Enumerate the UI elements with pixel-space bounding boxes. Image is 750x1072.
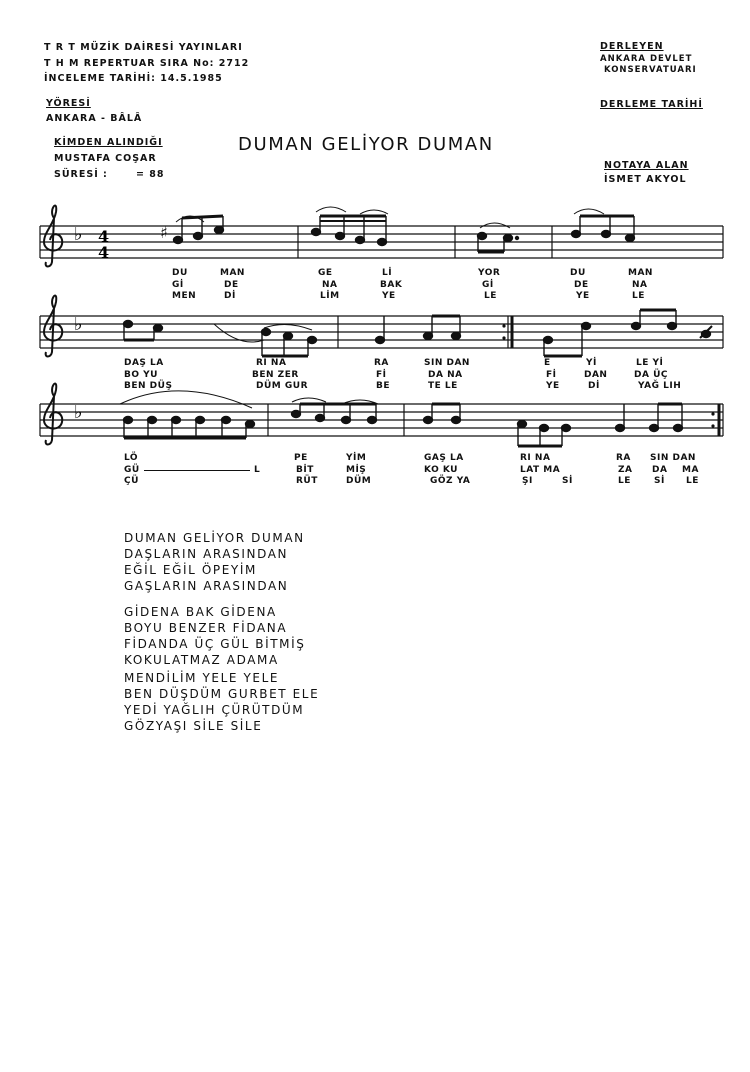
region-value: ANKARA - BÂLÂ xyxy=(46,113,143,124)
review-date: İNCELEME TARİHİ: 14.5.1985 xyxy=(44,73,223,84)
treble-clef-icon xyxy=(44,384,62,445)
poem-line: DAŞLARIN ARASINDAN xyxy=(124,547,289,561)
poem-line: GİDENA BAK GİDENA xyxy=(124,605,277,619)
notes-system-3 xyxy=(120,391,683,446)
time-sig-bottom: 4 xyxy=(98,243,110,262)
poem-line: YEDİ YAĞLIH ÇÜRÜTDÜM xyxy=(124,703,305,717)
poem-line: FİDANDA ÜÇ GÜL BİTMİŞ xyxy=(124,637,306,651)
poem-line: MENDİLİM YELE YELE xyxy=(124,671,280,685)
region-label: YÖRESİ xyxy=(46,98,91,109)
poem-line: KOKULATMAZ ADAMA xyxy=(124,653,279,667)
notes-system-2 xyxy=(124,310,713,356)
source-label: KİMDEN ALINDIĞI xyxy=(54,137,163,148)
time-sig-top: 4 xyxy=(98,227,110,246)
compiler-label: DERLEYEN xyxy=(600,41,664,52)
svg-text:♯: ♯ xyxy=(160,223,168,242)
notes-system-1 xyxy=(160,207,635,252)
poem-line: DUMAN GELİYOR DUMAN xyxy=(124,531,305,545)
treble-clef-icon xyxy=(44,206,62,267)
poem-line: EĞİL EĞİL ÖPEYİM xyxy=(124,563,257,577)
notation-value: İSMET AKYOL xyxy=(604,174,687,185)
poem-line: GÖZYAŞI SİLE SİLE xyxy=(124,719,263,733)
poem-line: GAŞLARIN ARASINDAN xyxy=(124,579,289,593)
publisher-line: T R T MÜZİK DAİRESİ YAYINLARI xyxy=(44,42,243,53)
flat-icon: ♭ xyxy=(74,224,83,245)
repertoire-number: T H M REPERTUAR SIRA No: 2712 xyxy=(44,58,250,69)
compile-date-label: DERLEME TARİHİ xyxy=(600,99,703,110)
poem-line: BOYU BENZER FİDANA xyxy=(124,621,288,635)
duration-label: SÜRESİ : xyxy=(54,169,108,180)
melisma-line xyxy=(144,470,250,471)
compiler-value-1: ANKARA DEVLET xyxy=(600,54,693,64)
poem-line: BEN DÜŞDÜM GURBET ELE xyxy=(124,687,320,701)
flat-icon: ♭ xyxy=(74,314,83,335)
tempo-value: = 88 xyxy=(136,169,165,180)
compiler-value-2: KONSERVATUARI xyxy=(604,65,697,75)
flat-icon: ♭ xyxy=(74,402,83,423)
treble-clef-icon xyxy=(44,296,62,357)
song-title: DUMAN GELİYOR DUMAN xyxy=(238,134,494,155)
notation-label: NOTAYA ALAN xyxy=(604,160,689,171)
source-value: MUSTAFA COŞAR xyxy=(54,153,157,164)
